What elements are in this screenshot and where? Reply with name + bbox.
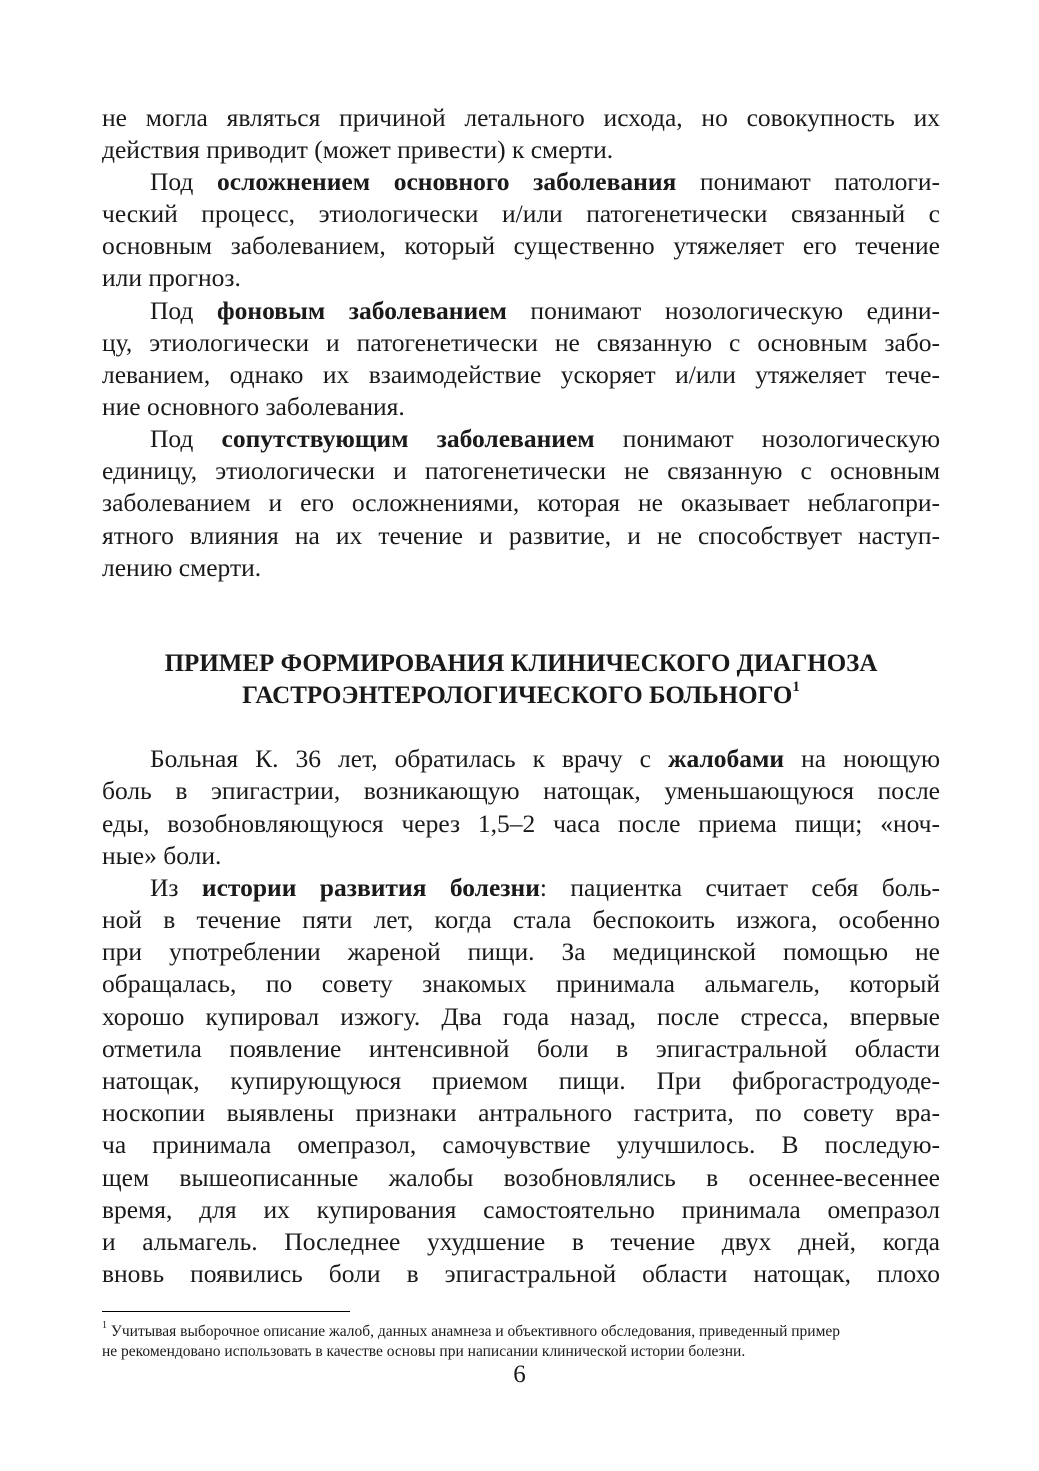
complication-line-4: или прогноз. (102, 263, 241, 292)
complaints-line-2: боль в эпигастрии, возникающую натощак, уменьшающуюся после (102, 776, 940, 805)
history-line-5: хорошо купировал изжогу. Два года назад, после стресса, впервые (102, 1002, 940, 1031)
term-complication: осложнением основного заболевания (217, 167, 677, 196)
footnote-line-1: $^1$ Учитывая выборочное описание жалоб, данных анамнеза и объективного обследования, приведенный пример (102, 1319, 841, 1340)
term-history: истории развития болезни (201, 873, 540, 902)
footnote-mark: 1 (102, 1319, 107, 1331)
history-line-13: вновь появились боли в эпигастральной области натощак, плохо (102, 1259, 940, 1288)
history-line-6: отметила появление интенсивной боли в эпигастральной области (102, 1034, 940, 1063)
term-complaints: жалобами (668, 744, 785, 773)
concomitant-line-5: лению смерти. (102, 553, 262, 582)
section-heading-line-2: ГАСТРОЭНТЕРОЛОГИЧЕСКОГО БОЛЬНОГО$^1$ (242, 678, 800, 709)
complication-line-3: основным заболеванием, который существенно утяжеляет его течение (102, 231, 940, 260)
term-background: фоновым заболеванием (216, 296, 507, 325)
background-line-3: леванием, однако их взаимодействие ускоряет и/или утяжеляет тече- (102, 360, 940, 389)
history-line-2: ной в течение пяти лет, когда стала беспокоить изжога, особенно (102, 905, 940, 934)
history-line-9: ча принимала омепразол, самочувствие улучшилось. В последую- (102, 1130, 940, 1159)
complaints-line-3: еды, возобновляющуюся через 1,5–2 часа после приема пищи; «ноч- (102, 809, 940, 838)
intro-line-2: действия приводит (может привести) к смерти. (102, 135, 614, 164)
concomitant-line-2: единицу, этиологически и патогенетически не связанную с основным (102, 456, 940, 485)
concomitant-line-4: ятного влияния на их течение и развитие, и не способствует наступ- (102, 521, 940, 550)
history-line-12: и альмагель. Последнее ухудшение в течение двух дней, когда (102, 1227, 940, 1256)
history-line-3: при употреблении жареной пищи. За медицинской помощью не (102, 937, 940, 966)
background-line-2: цу, этиологически и патогенетически не связанную с основным забо- (102, 328, 940, 357)
concomitant-line-3: заболеванием и его осложнениями, которая не оказывает неблагопри- (102, 488, 940, 517)
complication-line-1: Под осложнением основного заболевания понимают патологи- (150, 167, 941, 196)
history-line-4: обращалась, по совету знакомых принимала альмагель, который (102, 969, 940, 998)
section-heading-line-1: ПРИМЕР ФОРМИРОВАНИЯ КЛИНИЧЕСКОГО ДИАГНОЗА (164, 650, 878, 677)
intro-line-1: не могла являться причиной летального исхода, но совокупность их (102, 103, 940, 132)
footnote-reference: 1 (792, 678, 800, 695)
footnote-separator (102, 1311, 350, 1312)
complaints-line-4: ные» боли. (102, 841, 222, 870)
concomitant-line-1: Под сопутствующим заболеванием понимают нозологическую (150, 424, 940, 453)
footnote-line-2: не рекомендовано использовать в качестве основы при написании клинической истории болезни. (102, 1343, 746, 1360)
history-line-10: щем вышеописанные жалобы возобновлялись в осеннее-весеннее (102, 1163, 940, 1192)
complication-line-2: ческий процесс, этиологически и/или патогенетически связанный с (102, 199, 940, 228)
complaints-line-1: Больная К. 36 лет, обратилась к врачу с жалобами на ноющую (150, 744, 941, 773)
history-line-7: натощак, купирующуюся приемом пищи. При фиброгастродуоде- (102, 1066, 940, 1095)
history-line-1: Из истории развития болезни: пациентка считает себя боль- (150, 873, 940, 902)
background-line-1: Под фоновым заболеванием понимают нозологическую едини- (150, 296, 941, 325)
history-line-8: носкопии выявлены признаки антрального гастрита, по совету вра- (102, 1098, 940, 1127)
history-line-11: время, для их купирования самостоятельно принимала омепразол (102, 1195, 940, 1224)
term-concomitant: сопутствующим заболеванием (221, 424, 595, 453)
page-number: 6 (513, 1361, 526, 1388)
background-line-4: ние основного заболевания. (102, 392, 405, 421)
